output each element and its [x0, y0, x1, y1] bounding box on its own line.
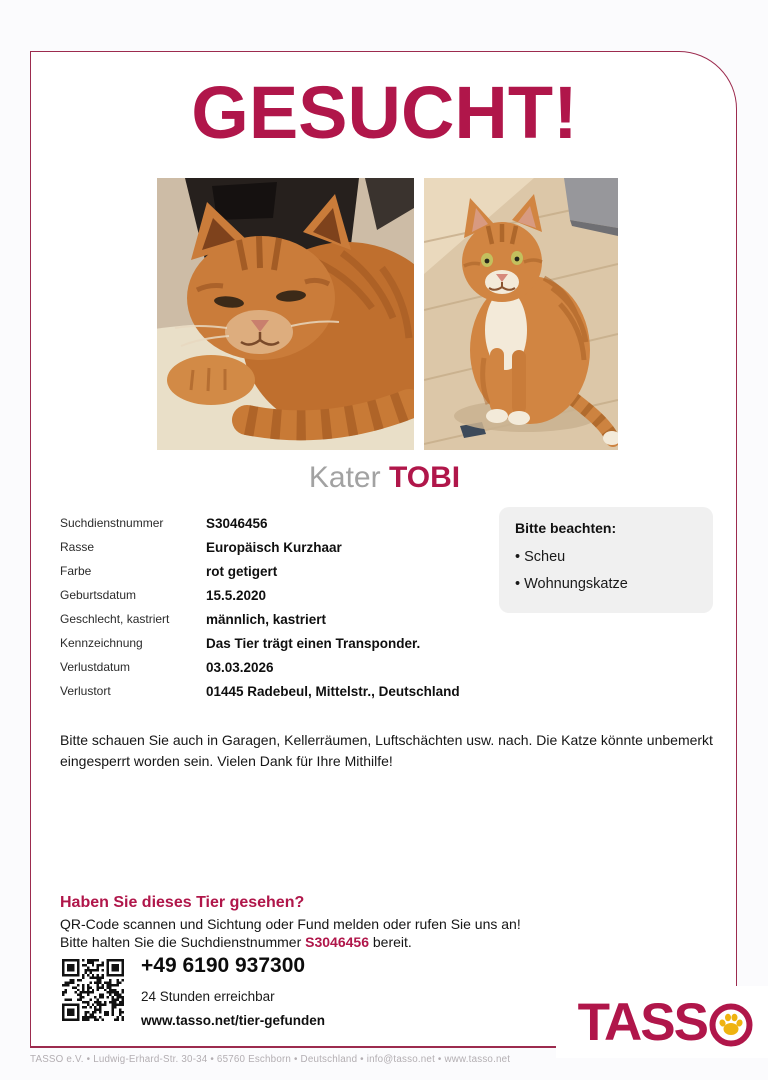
- detail-label: Geburtsdatum: [60, 588, 137, 602]
- pet-name-prefix: Kater: [308, 461, 381, 494]
- table-row: [60, 611, 495, 629]
- detail-value: männlich, kastriert: [206, 612, 327, 627]
- availability-text: 24 Stunden erreichbar: [141, 989, 275, 1004]
- line2-suffix: bereit.: [368, 934, 412, 950]
- detail-value: Das Tier trägt einen Transponder.: [206, 636, 421, 651]
- detail-label: Farbe: [60, 564, 92, 578]
- notice-box: [499, 507, 713, 613]
- detail-value: rot getigert: [206, 564, 278, 579]
- detail-value: 15.5.2020: [206, 588, 267, 603]
- notice-item: • Wohnungskatze: [515, 571, 697, 598]
- table-row: [60, 539, 495, 557]
- table-row: [60, 683, 495, 701]
- contact-instruction-line2: [60, 934, 412, 950]
- contact-phone: +49 6190 937300: [141, 954, 306, 977]
- table-row: [60, 659, 495, 677]
- cat-photo-lying: [157, 178, 414, 450]
- detail-value: 03.03.2026: [206, 660, 274, 675]
- search-hint-paragraph: Bitte schauen Sie auch in Garagen, Kellerräumen, Luftschächten usw. nach. Die Katze könnte unbemerkt eingesperrt worden sein. Vielen Dank für Ihre Mithilfe!: [60, 732, 713, 769]
- tasso-logo-text: TASS: [577, 992, 707, 1052]
- detail-label: Verlustort: [60, 684, 111, 698]
- notice-box-title: Bitte beachten:: [515, 520, 617, 536]
- contact-instruction-line1: QR-Code scannen und Sichtung oder Fund melden oder rufen Sie uns an!: [60, 916, 521, 932]
- pet-name-value: TOBI: [388, 461, 461, 494]
- poster-frame-bottom-line: [30, 1046, 557, 1048]
- search-number: S3046456: [305, 934, 369, 950]
- detail-label: Rasse: [60, 540, 95, 554]
- contact-heading: Haben Sie dieses Tier gesehen?: [60, 894, 305, 911]
- table-row: [60, 515, 495, 533]
- detail-label: Suchdienstnummer: [60, 516, 164, 530]
- table-row: [60, 563, 495, 581]
- paw-o-icon: [708, 1002, 754, 1048]
- pet-details-table: [60, 515, 495, 707]
- tasso-logo: [556, 986, 768, 1058]
- detail-value: S3046456: [206, 516, 268, 531]
- table-row: [60, 587, 495, 605]
- report-url: www.tasso.net/tier-gefunden: [141, 1013, 326, 1028]
- detail-label: Kennzeichnung: [60, 636, 143, 650]
- table-row: [60, 635, 495, 653]
- cat-photo-sitting-illustration: [424, 178, 618, 450]
- detail-value: 01445 Radebeul, Mittelstr., Deutschland: [206, 684, 460, 699]
- detail-label: Verlustdatum: [60, 660, 131, 674]
- line2-prefix: Bitte halten Sie die Suchdienstnummer: [60, 934, 306, 950]
- pet-name: [30, 460, 739, 496]
- qr-code-graphic: [62, 959, 124, 1021]
- poster-title: GESUCHT!: [191, 71, 578, 154]
- qr-code: [62, 959, 124, 1021]
- cat-photo-sitting: [424, 178, 618, 450]
- cat-photo-lying-illustration: [157, 178, 414, 450]
- detail-label: Geschlecht, kastriert: [60, 612, 170, 626]
- footer-address-line: TASSO e.V. • Ludwig-Erhard-Str. 30-34 • 65760 Eschborn • Deutschland • info@tasso.net • www.tasso.net: [30, 1054, 511, 1065]
- notice-item: • Scheu: [515, 544, 697, 571]
- detail-value: Europäisch Kurzhaar: [206, 540, 342, 555]
